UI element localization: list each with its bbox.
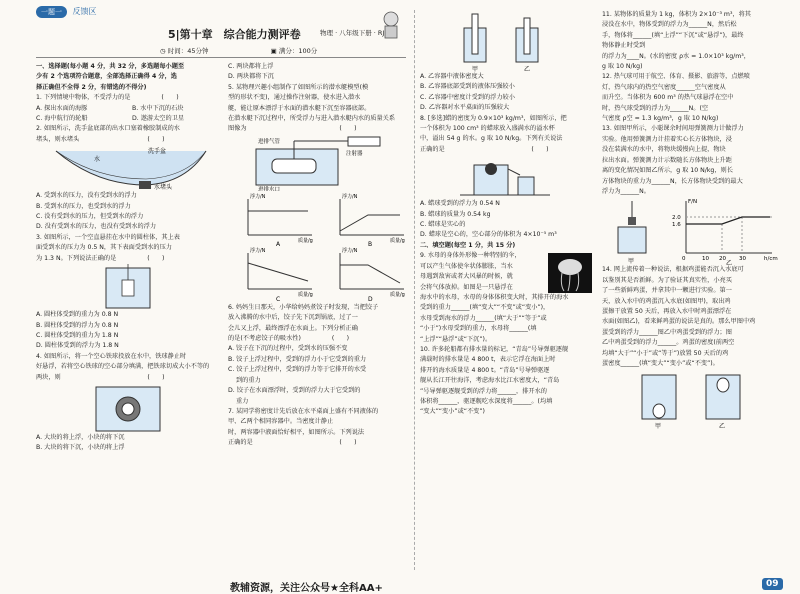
q14-label-jia: 甲 xyxy=(655,423,662,430)
q14-stem-4: 天，放入水中的鸡蛋沉入水底(如图甲)，取出鸡 xyxy=(602,297,731,305)
time-text: 时间：45分钟 xyxy=(167,47,209,55)
q3-stem: 3. 如图所示，一个空直悬挂在水中的圆柱体，其上表 xyxy=(36,233,180,241)
q5-b-yaxis: 浮力/N xyxy=(342,193,358,200)
header-tag: 一题一 xyxy=(36,6,67,18)
column-2 xyxy=(228,62,410,449)
header-zone: 反馈区 xyxy=(72,7,97,16)
q13-ytick-2: 2.0 xyxy=(672,215,681,222)
q13-figure xyxy=(602,197,782,265)
q9-stem-3: 母遇到敌害或者大风暴的时候，就 xyxy=(420,273,513,281)
q13-blank-2[interactable]: 浮力为______N。 xyxy=(602,187,650,195)
q13-yaxis-label: F/N xyxy=(688,199,698,206)
q11-stem: 11. 某物体的质量为 1 kg，体积为 2×10⁻³ m³，将其 xyxy=(602,11,751,18)
q10-blank-1[interactable]: ”号导弹驱逐舰受到的浮力将______，排开水的 xyxy=(420,387,547,395)
q2-option-b[interactable]: B. 受到水的压力，也受到水的浮力 xyxy=(36,202,131,210)
q14-blank-3[interactable]: 蛋密度______(填“变大”“变小”或“不变”)。 xyxy=(602,359,719,367)
q3-option-b[interactable]: B. 圆柱体受到的浮力为 0.8 N xyxy=(36,321,119,329)
q14-blank-2[interactable]: 乙中鸡蛋受到的浮力______。鸡蛋的密度(前两空 xyxy=(602,339,735,347)
q5-label-inlet: 进排水口 xyxy=(258,186,281,191)
q6-option-d[interactable]: D. 饺子在水面漂浮时，受到的浮力大于它受到的 xyxy=(228,387,361,395)
section2-title: 二、填空题(每空 1 分，共 15 分) xyxy=(420,241,516,249)
q5-stem: 5. 某物理兴趣小组制作了如图所示的潜水艇模型(模 xyxy=(228,83,369,91)
q13-apparatus xyxy=(618,201,646,265)
q14-stem: 14. 网上流传着一种说法，根据鸡蛋能否沉入水底可 xyxy=(602,266,744,274)
q5-label-d: D xyxy=(368,295,373,303)
q1-option-c[interactable]: C. 海中航行的轮船 xyxy=(36,115,88,123)
q7-option-d[interactable]: D. 乙容器对水平桌面的压强较大 xyxy=(420,104,510,112)
time-label xyxy=(160,46,317,55)
q9-stem-5: 海水中的水母，水母的身体体积变大时，其排开的海水 xyxy=(420,293,569,301)
q3-stem-2: 面受到水的压力为 0.5 N，其下表面受到水的压力 xyxy=(36,244,172,252)
q13-stem-3: 没在装满水的水中，将物块缓慢向上提，物块 xyxy=(602,146,726,154)
q4-option-b[interactable]: B. 大块的将下沉，小块的将上浮 xyxy=(36,444,125,452)
q4-stem-3: 两块，则 ( ) xyxy=(36,373,165,381)
q5-graph-a[interactable] xyxy=(248,193,313,248)
q5-graphs xyxy=(228,191,410,303)
q7-label-jia: 甲 xyxy=(472,66,479,72)
q5-graph-c[interactable] xyxy=(248,247,313,303)
q9-blank-1[interactable]: 受到的重力______(填“变大”“不变”或“变小”)， xyxy=(420,304,550,312)
q13-label-yi: 乙 xyxy=(726,260,733,266)
q7-option-b[interactable]: B. 乙容器底部受到的液体压强较小 xyxy=(420,83,515,91)
column-4 xyxy=(602,10,782,429)
q5-d-xaxis: 质量/g xyxy=(390,291,405,298)
q12-stem: 12. 热气球可用于航空、体育、摄影、旅游等，点燃喷 xyxy=(602,73,750,81)
q6-stem: 6. 妈妈生日那天，小华给妈妈煮饺子时发现，当把饺子 xyxy=(228,303,379,311)
q11-blank-3[interactable]: 的浮力为____N。(水的密度 ρ水 = 1.0×10³ kg/m³， xyxy=(602,52,750,60)
q1-option-a[interactable]: A. 探出水面的海豚 xyxy=(36,104,88,112)
section1-title-3: 择正确但不全得 2 分，有错选的不得分) xyxy=(36,83,147,91)
q13-stem-5: 离的变化情况如图乙所示，g 取 10 N/kg，则长 xyxy=(602,167,733,175)
q4-option-a[interactable]: A. 大块的将上浮，小块的将下沉 xyxy=(36,433,125,441)
chapter-title: 5|第十章 综合能力测评卷 xyxy=(168,28,301,41)
q5-label-tube: 进排气管 xyxy=(258,138,281,145)
q6-stem-4: 的是(不考虑饺子的吸水性) ( ) xyxy=(228,335,350,343)
q14-label-yi: 乙 xyxy=(719,423,726,430)
column-1 xyxy=(36,62,222,454)
q9-blank-3[interactable]: “小于”)水母受到的重力，水母将______(填 xyxy=(420,325,537,333)
q14-stem-9: 均填“大于”“小于”或“等于”)放置 50 天后的鸡 xyxy=(602,349,729,357)
q13-ytick-1-6: 1.6 xyxy=(672,222,681,229)
q5-a-yaxis: 浮力/N xyxy=(250,193,266,200)
q7-stem: 7. 某同学将密度计先后放在水平桌面上盛有不同液体的 xyxy=(228,407,379,415)
q9-stem-2: 可以产生气体使伞状体膨胀，当水 xyxy=(420,262,513,270)
q10-stem-3: 排开的海水质量是 4 800 t。“青岛”号导弹驱逐 xyxy=(420,366,550,374)
q13-blank-1[interactable]: 方体物块的重力为______N，长方体物块受到的最大 xyxy=(602,177,743,185)
q5-graph-b[interactable] xyxy=(340,193,405,248)
q2-option-a[interactable]: A. 受到水的压力，没有受到水的浮力 xyxy=(36,192,137,200)
q9-stem-4: 会将气体放掉。如图是一只悬浮在 xyxy=(420,283,513,291)
q5-stem-4: 在潜水艇下沉过程中，所受浮力与进入潜水艇内水的质量关系 xyxy=(228,115,396,123)
q2-stem-2: 堵头，则水堵头 ( ) xyxy=(36,135,165,143)
q2-label-plug: 水堵头 xyxy=(154,184,173,192)
q8-stem-2: 一个体积为 100 cm³ 的蜡球放入盛满水的溢水杯 xyxy=(420,125,555,133)
q10-stem-2: 满载时的排水量是 4 800 t，表示它浮在海面上时 xyxy=(420,356,556,364)
q10-stem-4: 舰从长江开往海洋，考虑海水比江水密度大，“青岛 xyxy=(420,377,560,385)
q6-option-b[interactable]: B. 饺子上浮过程中，受到的浮力小于它受到的重力 xyxy=(228,355,367,363)
q1-stem: 1. 下列情境中物体，不受浮力的是 ( ) xyxy=(36,94,179,102)
subject-label: 物理 · 八年级下册 · RJ xyxy=(320,29,385,37)
q8-stem-4: 正确的是 ( ) xyxy=(420,145,549,153)
q5-label-a: A xyxy=(276,240,281,248)
q12-stem-end: 气密度 ρ空 = 1.3 kg/m³，g 取 10 N/kg) xyxy=(602,115,719,123)
q6-option-d-cont: 重力 xyxy=(236,397,249,405)
q8-figure-overflow-cup xyxy=(420,155,598,199)
q5-b-xaxis: 质量/g xyxy=(390,237,405,244)
header-left xyxy=(36,6,97,24)
q13-origin: 0 xyxy=(682,256,686,263)
q5-d-yaxis: 浮力/N xyxy=(342,247,358,254)
q2-option-d[interactable]: D. 没有受到水的压力，也没有受到水的浮力 xyxy=(36,223,157,231)
q13-stem: 13. 如图甲所示，小聪课余时间用弹簧测力计做浮力 xyxy=(602,125,744,133)
section1-title: 一、选择题(每小题 4 分，共 32 分，多选题每小题至 xyxy=(36,63,185,70)
q2-figure-basin xyxy=(36,145,222,191)
q12-blank-1[interactable]: 灯，热气球内的热空气密度______空气密度从 xyxy=(602,83,726,91)
q5-stem-2: 型的形状不变)，通过操作注射器，使水进入潜水 xyxy=(228,94,361,102)
q10-stem-end: “变大”“变小”或“不变”) xyxy=(420,408,485,416)
q3-option-c[interactable]: C. 圆柱体受到的重力为 1.8 N xyxy=(36,331,119,339)
q5-stem-5: 图像为 ( ) xyxy=(228,125,357,133)
q1-option-d[interactable]: D. 遨游太空的卫星 xyxy=(132,115,185,123)
q4-stem-2: 好悬浮，若将空心铁球的空心部分填满，把铁球切成大小不等的 xyxy=(36,363,210,371)
q7-option-a[interactable]: A. 乙容器中液体密度大 xyxy=(420,73,484,80)
q5-figure-submarine xyxy=(228,135,410,191)
score-text: 满分：100分 xyxy=(278,47,318,55)
q2-label-water: 水 xyxy=(94,156,101,164)
q5-graph-d[interactable] xyxy=(340,247,405,303)
q13-graph xyxy=(672,199,778,265)
q11-stem-4: 物体静止时受到 xyxy=(602,42,646,50)
q6-option-a[interactable]: A. 饺子在下沉的过程中，受到水的压强不变 xyxy=(228,345,348,353)
q7-label-yi: 乙 xyxy=(524,66,531,72)
q1-option-b[interactable]: B. 水中下沉的石块 xyxy=(132,104,184,112)
q2-label-basin: 洗手盆 xyxy=(148,148,167,156)
q6-option-c-cont: 到的重力 xyxy=(236,376,261,384)
q11-blank-2[interactable]: 手，物体将______(填“上浮”“下沉”或“悬浮”)，最终 xyxy=(602,31,744,39)
q5-label-c: C xyxy=(276,295,281,303)
q13-stem-4: 拉出水面。弹簧测力计示数随长方体物块上升距 xyxy=(602,156,732,164)
q11-stem-end: g 取 10 N/kg) xyxy=(602,63,643,71)
q12-stem-3: 而升空。当体积为 600 m³ 的热气球悬浮在空中 xyxy=(602,94,734,102)
mascot-icon xyxy=(378,10,404,40)
q7-stem-2: 甲、乙两个相同容器中。当密度计静止 xyxy=(228,418,334,426)
q9-blank-2[interactable]: 水母受到海水的浮力______(填“大于”“等于”或 xyxy=(420,314,547,322)
q7-option-c[interactable]: C. 乙容器中密度计受到的浮力较小 xyxy=(420,93,515,101)
q13-graph-line xyxy=(686,217,770,224)
q14-figure-eggs xyxy=(602,369,782,429)
q3-option-d[interactable]: D. 圆柱体受到的浮力为 1.8 N xyxy=(36,342,119,350)
q2-option-c[interactable]: C. 没有受到水的压力，但受到水的浮力 xyxy=(36,213,144,221)
q14-stem-5: 蛋擦干放置 50 天后，再放入水中时鸡蛋漂浮在 xyxy=(602,307,732,315)
q8-option-d[interactable]: D. 蜡球是空心的，空心部分的体积为 4×10⁻⁵ m³ xyxy=(420,231,557,239)
q7-stem-4: 正确的是 ( ) xyxy=(228,439,357,447)
q7-stem-3: 时，两容器中液面恰好相平，如图所示。下列说法 xyxy=(228,428,365,436)
q6-option-c[interactable]: C. 饺子上浮过程中，受到的浮力等于它排开的水受 xyxy=(228,366,367,374)
q5-a-xaxis: 质量/g xyxy=(298,237,313,244)
q12-blank-2[interactable]: 时，热气球受到的浮力为______N。(空 xyxy=(602,104,709,112)
q14-blank-1[interactable]: 蛋受到的浮力______图乙中鸡蛋受到的浮力；图 xyxy=(602,328,732,336)
footer-text: 教辅资源，关注公众号★全科AA+ xyxy=(230,583,383,594)
q4-figure-ball xyxy=(36,383,222,433)
q5-label-b: B xyxy=(368,240,373,248)
q13-label-jia: 甲 xyxy=(628,258,635,266)
q4-option-d[interactable]: D. 两块都将下沉 xyxy=(228,73,274,81)
q9-stem-end: “上浮”“悬浮”或“下沉”)。 xyxy=(420,335,492,343)
q10-blank-2[interactable]: 体积将______，驱逐舰吃水深度将______。(均填 xyxy=(420,397,553,405)
q14-stem-3: 了一些新鲜鸡蛋，并拿其中一颗进行实验。第一 xyxy=(602,287,732,295)
q13-stem-2: 实验。他用弹簧测力计挂着实心长方体物块，浸 xyxy=(602,135,732,143)
score-icon: ▣ xyxy=(270,47,277,55)
q5-c-xaxis: 质量/g xyxy=(298,291,313,298)
q8-option-b[interactable]: B. 蜡球的质量为 0.54 kg xyxy=(420,210,491,218)
q13-xtick-20: 20 xyxy=(719,256,726,263)
q6-stem-3: 会儿又上浮，最终漂浮在水面上。下列分析正确 xyxy=(228,324,358,332)
q3-option-a[interactable]: A. 圆柱体受到的重力为 0.8 N xyxy=(36,311,119,319)
q5-label-syringe: 注射器 xyxy=(346,150,363,157)
q9-stem: 9. 水母的身体外形像一种特别的伞， xyxy=(420,252,521,260)
q8-stem-3: 中，溢出 54 g 的水。g 取 10 N/kg。下列有关说法 xyxy=(420,135,563,143)
jellyfish-photo xyxy=(548,253,592,293)
q7-figure-hydrometer xyxy=(420,10,598,72)
q3-figure-cylinder xyxy=(36,264,222,310)
q14-stem-6: 水面(如图乙)，看来鲜鸡蛋的说法是真的。那么甲图中鸡 xyxy=(602,318,756,326)
q5-stem-3: 艇，能让原本漂浮于水面的潜水艇下沉至容器底部。 xyxy=(228,104,371,112)
q3-stem-3: 为 1.3 N。下列说法正确的是 ( ) xyxy=(36,254,165,262)
page-number: 09 xyxy=(762,578,783,590)
q2-stem: 2. 如图所示，洗手盆底部的出水口塞着橡胶制成的水 xyxy=(36,125,180,133)
q4-stem: 4. 如图所示，将一个空心铁球投放在水中，铁球静止时 xyxy=(36,352,187,360)
column-3 xyxy=(420,10,598,418)
q8-option-a[interactable]: A. 蜡球受到的浮力为 0.54 N xyxy=(420,200,500,208)
q5-c-yaxis: 浮力/N xyxy=(250,247,266,254)
q8-option-c[interactable]: C. 蜡球是实心的 xyxy=(420,221,466,229)
q10-stem: 10. 许多轮船都有排水量的标记，“青岛”号导弹驱逐舰 xyxy=(420,345,569,353)
page-divider xyxy=(414,10,415,570)
q13-xtick-10: 10 xyxy=(702,256,709,263)
q13-xaxis-label: h/cm xyxy=(764,256,778,263)
q4-option-c[interactable]: C. 两块都将上浮 xyxy=(228,63,274,70)
q11-blank-1[interactable]: 浸没在水中，物体受到的浮力为______N，然后松 xyxy=(602,21,737,29)
q8-stem: 8. [多选]蜡的密度为 0.9×10³ kg/m³，如图所示，把 xyxy=(420,114,567,122)
clock-icon: ◷ xyxy=(160,47,166,55)
q6-stem-2: 放入沸腾的水中后，饺子先下沉到锅底，过了一 xyxy=(228,314,358,322)
q13-xtick-30: 30 xyxy=(739,256,746,263)
section1-title-2: 少有 2 个选项符合题意，全部选择正确得 4 分，选 xyxy=(36,73,177,81)
header-divider xyxy=(36,57,406,58)
q14-stem-2: 以鉴别其是否新鲜。为了验证其真实性，小亮买 xyxy=(602,276,732,284)
